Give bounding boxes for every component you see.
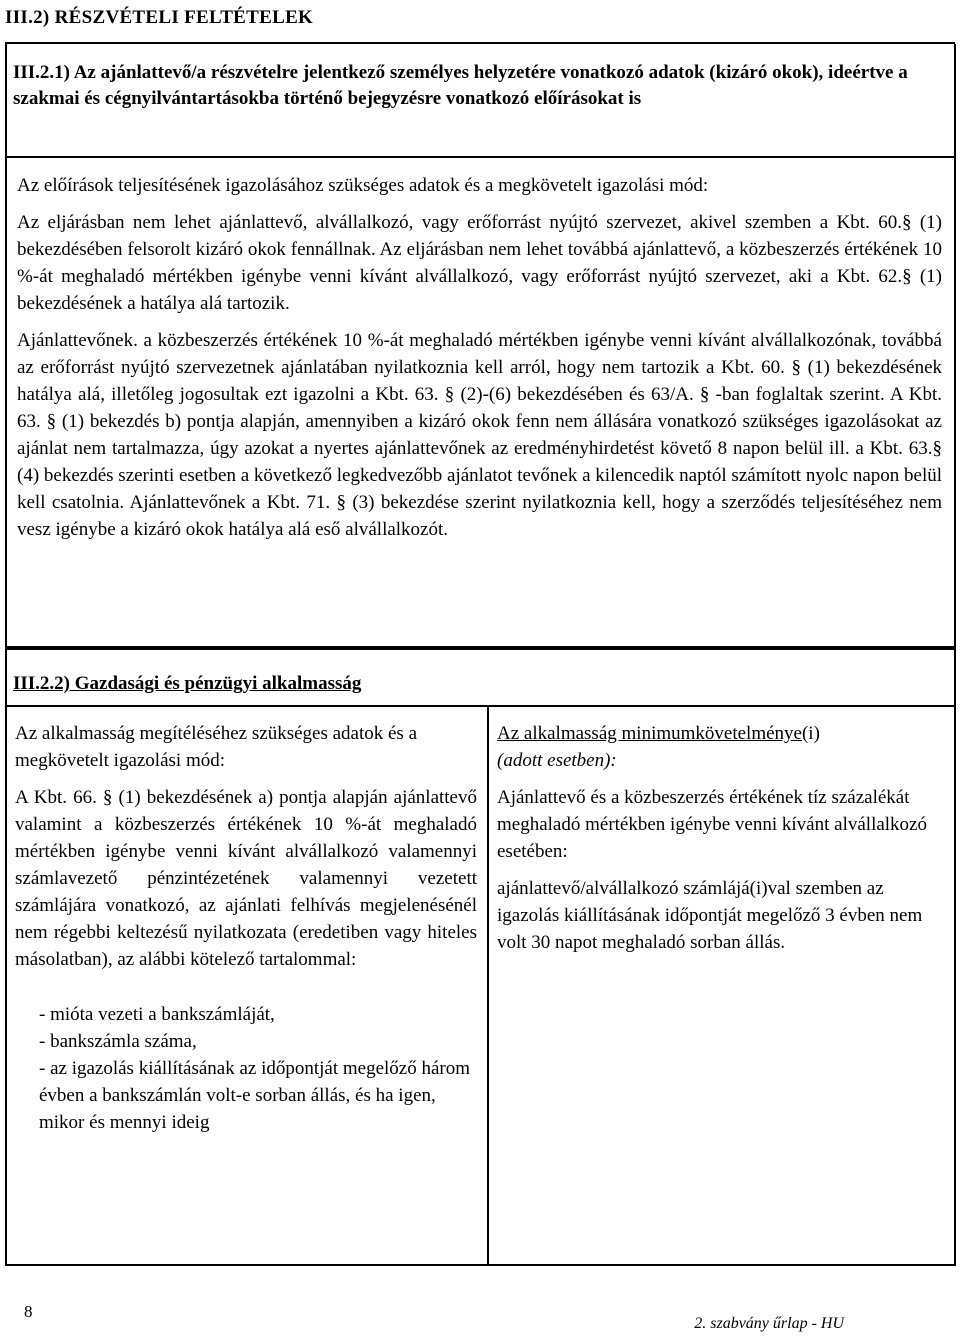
requirements-intro: Az előírások teljesítésének igazolásához szükséges adatok és a megkövetelt igazolási mód: <box>17 175 709 196</box>
declaration-paragraph: Ajánlattevőnek. a közbeszerzés értékének 10 %-át meghaladó mértékben igénybe venni kívánt alvállalkozónak, továbbá az erőforrást nyújtó szervezetnek ajánlatában nyilatkoznia kell arról, hogy nem tartozik a Kbt. 60. § (1) bekezdésének hatálya alá, illetőleg jogosultak ezt igazolni a Kbt. 63. § (2)-(6) bekezdésében és 63/A. § -ban foglaltak szerint. A Kbt. 63. § (1) bekezdés b) pontja alapján, amennyiben a kizáró okok fenn nem állására vonatkozó szükséges igazolásokat az ajánlat nem tartalmazza, úgy azokat a nyertes ajánlattevőnek az eredményhirdetést követő 8 napon belül ill. a Kbt. 63.§ (4) bekezdés szerinti esetben a következő legkedvezőbb ajánlatot tevőnek a kilencedik naptól számított nyolc napon belül kell csatolnia. Ajánlattevőnek a Kbt. 71. § (3) bekezdése szerint nyilatkoznia kell, hogy a szerződés teljesítéséhez nem vesz igénybe a kizáró okok hatálya alá eső alvállalkozót. <box>17 330 942 540</box>
minimum-requirements-subheading: (adott esetben): <box>497 750 617 771</box>
minimum-requirements-column <box>489 705 954 1264</box>
section-header <box>5 2 955 44</box>
section-title: III.2) RÉSZVÉTELI FELTÉTELEK <box>5 7 314 28</box>
page-number: 8 <box>24 1302 33 1321</box>
minimum-requirements-heading-suffix: (i) <box>801 723 820 744</box>
personal-situation-box <box>5 44 956 648</box>
minimum-requirements-heading <box>497 720 937 747</box>
minimum-requirements-paragraph: Ajánlattevő és a közbeszerzés értékének tíz százalékát meghaladó mértékben igénybe venni kívánt alvállalkozó esetében: <box>497 787 927 862</box>
list-item: - az igazolás kiállításának az időpontját megelőző három évben a bankszámlán volt-e sorban állás, és ha igen, mikor és mennyi ideig <box>39 1058 471 1133</box>
exclusion-paragraph: Az eljárásban nem lehet ajánlattevő, alvállalkozó, vagy erőforrást nyújtó szervezet, akivel szemben a Kbt. 60.§ (1) bekezdésében felsorolt kizáró okok fennállnak. Az eljárásban nem lehet továbbá ajánlattevő, a közbeszerzés értékének 10 %-át meghaladó mértékben igénybe venni kívánt alvállalkozó, vagy erőforrást nyújtó szervezet, aki a Kbt. 62.§ (1) bekezdésének a hatálya alá tartozik. <box>17 212 942 314</box>
form-label: 2. szabvány űrlap - HU <box>694 1315 844 1332</box>
evidence-intro: Az alkalmasság megítéléséhez szükséges adatok és a megkövetelt igazolási mód: <box>15 723 418 771</box>
evidence-list <box>15 1001 477 1136</box>
list-item: - mióta vezeti a bankszámláját, <box>39 1004 275 1025</box>
evidence-paragraph: A Kbt. 66. § (1) bekezdésének a) pontja alapján ajánlattevő valamint a közbeszerzés értékének 10 %-át meghaladó mértékben igénybe venni kívánt alvállalkozó valamennyi számlavezető pénzintézetének valamennyi vezetett számlájára vonatkozó, az ajánlati felhívás megjelenésénél nem régebbi keltezésű nyilatkozata (eredetiben vagy hiteles másolatban), az alábbi kötelező tartalommal: <box>15 787 477 970</box>
minimum-requirements-heading-text: Az alkalmasság minimumkövetelménye <box>497 723 802 744</box>
economic-financial-title: III.2.2) Gazdasági és pénzügyi alkalmasság <box>13 673 362 694</box>
personal-situation-body <box>17 172 942 543</box>
personal-situation-heading: III.2.1) Az ajánlattevő/a részvételre jelentkező személyes helyzetére vonatkozó adatok (kizáró okok), ideértve a szakmai és cégnyilvántartásokba történő bejegyzésre vonatkozó előírásokat is <box>13 62 908 109</box>
evidence-column <box>7 705 489 1264</box>
list-item: - bankszámla száma, <box>39 1031 197 1052</box>
economic-financial-section <box>5 648 956 1266</box>
minimum-requirements-condition: ajánlattevő/alvállalkozó számlájá(i)val szemben az igazolás kiállításának időpontját megelőző 3 évben nem volt 30 napot meghaladó sorban állás. <box>497 878 923 953</box>
divider <box>7 156 954 158</box>
